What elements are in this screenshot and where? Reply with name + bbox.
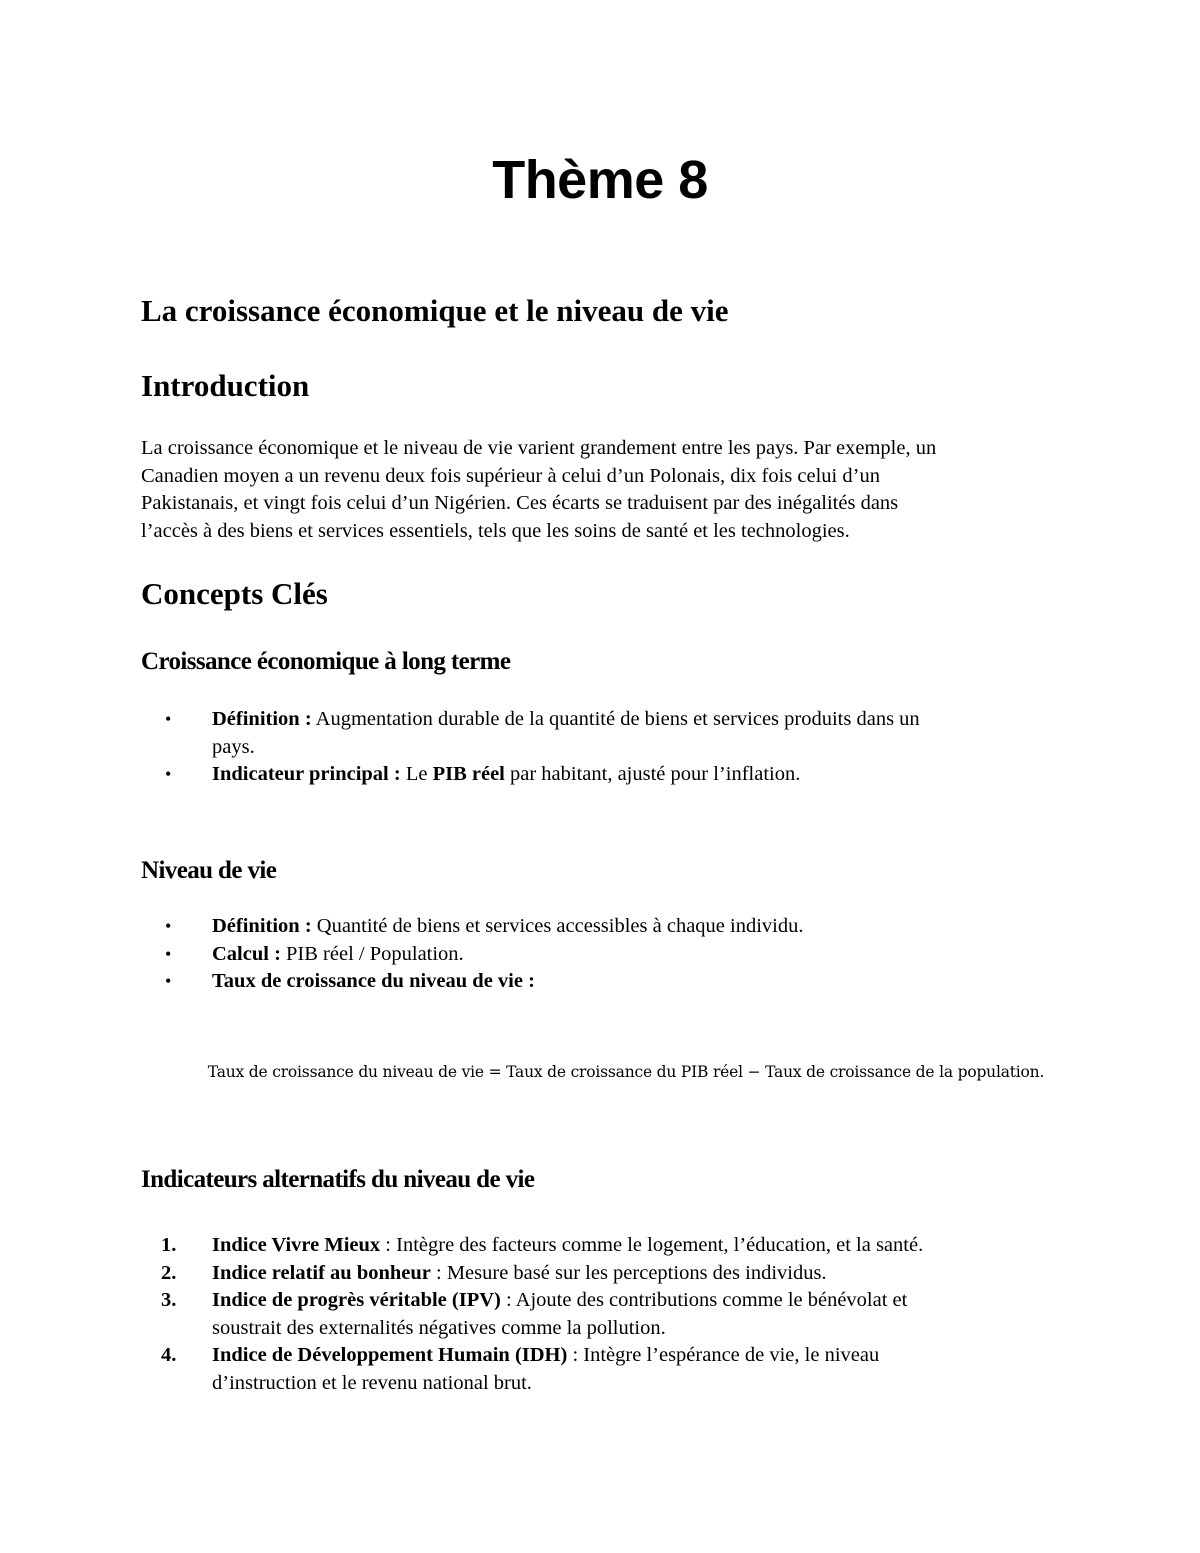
list-number: 3. [161,1289,177,1311]
calculation-label: Calcul : [212,942,281,965]
living-standard-heading: Niveau de vie [141,857,277,884]
list-item-line [212,1287,1081,1315]
list-item-line [212,913,1081,941]
definition-text-continued: pays. [212,735,255,758]
list-item-line [212,1342,1081,1370]
introduction-line: l’accès à des biens et services essentiels, tels que les soins de santé et les technologies. [141,519,850,542]
list-item-line [212,761,1081,789]
list-item [141,1287,1081,1342]
list-item [141,706,1081,761]
calculation-text: PIB réel / Population. [280,942,464,965]
indicator-text: Le [400,763,433,785]
list-item [141,761,1081,789]
list-item-line [212,1232,1081,1260]
bullet-marker: • [165,943,172,964]
bullet-marker: • [165,916,172,936]
introduction-line: La croissance économique et le niveau de vie varient grandement entre les pays. Par exemple, un [141,437,937,459]
definition-label: Définition : [212,708,312,730]
indicator-description: : Ajoute des contributions comme le bénévolat et [500,1289,908,1311]
introduction-line: Pakistanais, et vingt fois celui d’un Nigérien. Ces écarts se traduisent par des inégalités dans [141,492,899,514]
list-number: 4. [161,1344,177,1366]
page-title: Thème 8 [492,150,708,210]
introduction-paragraph [141,435,1071,545]
indicator-description: : Intègre des facteurs comme le logement, l’éducation, et la santé. [380,1234,924,1256]
main-heading: La croissance économique et le niveau de vie [141,293,729,328]
indicator-description-continued: d’instruction et le revenu national brut. [212,1371,532,1394]
list-item [141,968,1081,996]
growth-rate-label: Taux de croissance du niveau de vie : [212,970,535,992]
indicator-text: par habitant, ajusté pour l’inflation. [504,763,801,785]
indicator-description-continued: soustrait des externalités négatives comme la pollution. [212,1316,666,1339]
list-item [141,1342,1081,1397]
indicator-name: Indice relatif au bonheur [212,1261,431,1284]
definition-label: Définition : [212,915,312,937]
list-item [141,1260,1081,1288]
list-item-line [212,968,1081,996]
living-standard-list [141,913,1081,996]
indicator-description: : Intègre l’espérance de vie, le niveau [567,1344,880,1366]
definition-text: Augmentation durable de la quantité de biens et services produits dans un [311,708,920,730]
alternative-indicators-list [141,1232,1081,1397]
introduction-heading: Introduction [141,368,310,403]
bullet-marker: • [165,709,172,729]
list-number: 2. [161,1261,177,1284]
indicator-name: Indice Vivre Mieux [212,1234,381,1256]
introduction-line: Canadien moyen a un revenu deux fois supérieur à celui d’un Polonais, dix fois celui d’un [141,464,880,487]
indicator-description: : Mesure basé sur les perceptions des individus. [430,1261,827,1284]
list-item [141,941,1081,969]
growth-formula: Taux de croissance du niveau de vie = Taux de croissance du PIB réel − Taux de croissance de la population. [207,1063,1045,1081]
indicator-label: Indicateur principal : [212,763,401,785]
concepts-heading: Concepts Clés [141,576,328,611]
list-item-line [212,1260,1081,1288]
growth-heading: Croissance économique à long terme [141,648,511,675]
list-item [141,913,1081,941]
list-item-line [212,941,1081,969]
bullet-marker: • [165,971,172,991]
indicator-emphasis: PIB réel [432,763,505,785]
growth-list [141,706,1081,789]
definition-text: Quantité de biens et services accessibles à chaque individu. [311,915,804,937]
list-item [141,1232,1081,1260]
indicator-name: Indice de progrès véritable (IPV) [212,1289,501,1311]
list-number: 1. [161,1234,177,1256]
bullet-marker: • [165,764,172,784]
alternative-indicators-heading: Indicateurs alternatifs du niveau de vie [141,1166,535,1193]
indicator-name: Indice de Développement Humain (IDH) [212,1344,568,1366]
list-item-line [212,706,1081,734]
